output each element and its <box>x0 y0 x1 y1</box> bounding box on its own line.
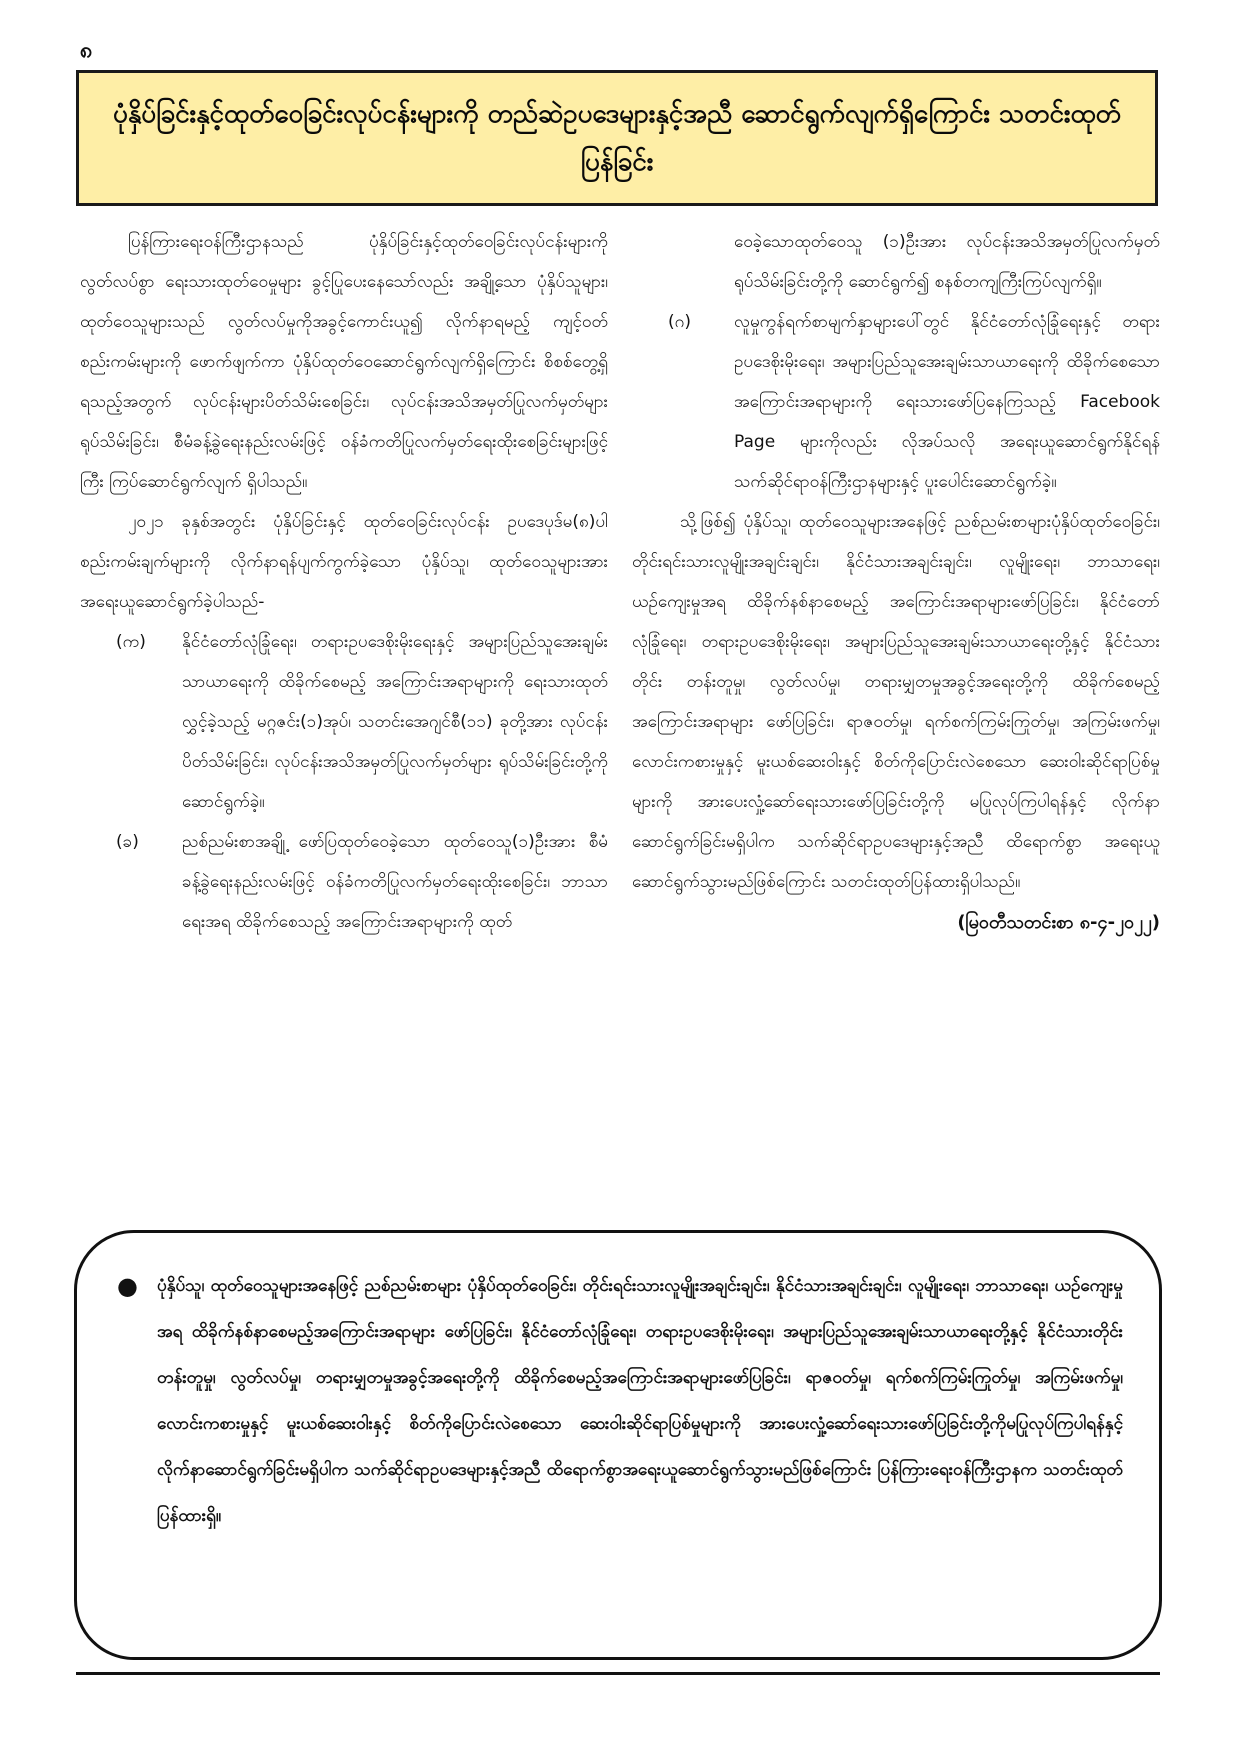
summary-text: ပုံနှိပ်သူ၊ ထုတ်ဝေသူများအနေဖြင့် ညစ်ညမ်းစာများ ပုံနှိပ်ထုတ်ဝေခြင်း၊ တိုင်းရင်းသားလူမျိုးအချင်းချင်း၊ နိုင်ငံသားအချင်းချင်း၊ လူမျိုးရေး၊ ဘာသာရေး၊ ယဉ်ကျေးမှုအရ ထိခိုက်နစ်နာစေမည့်အကြောင်းအရာများ ဖော်ပြခြင်း၊ နိုင်ငံတော်လုံခြုံရေး၊ တရားဥပဒေစိုးမိုးရေး၊ အများပြည်သူအေးချမ်းသာယာရေးတို့နှင့် နိုင်ငံသားတိုင်း တန်းတူမှု၊ လွတ်လပ်မှု၊ တရားမျှတမှုအခွင့်အရေးတို့ကို ထိခိုက်စေမည့်အကြောင်းအရာများဖော်ပြခြင်း၊ ရာဇဝတ်မှု၊ ရက်စက်ကြမ်းကြုတ်မှု၊ အကြမ်းဖက်မှု၊ လောင်းကစားမှုနှင့် မူးယစ်ဆေးဝါးနှင့် စိတ်ကိုပြောင်းလဲစေသော ဆေးဝါးဆိုင်ရာပြစ်မှုများကို အားပေးလှုံ့ဆော်ရေးသားဖော်ပြခြင်းတို့ကိုမပြုလုပ်ကြပါရန်နှင့် လိုက်နာဆောင်ရွက်ခြင်းမရှိပါက သက်ဆိုင်ရာဥပဒေများနှင့်အညီ ထိရောက်စွာအရေးယူဆောင်ရွက်သွားမည်ဖြစ်ကြောင်း ပြန်ကြားရေးဝန်ကြီးဌာနက သတင်းထုတ်ပြန်ထားရှိ။ <box>157 1276 1123 1526</box>
bottom-divider <box>76 1672 1160 1675</box>
list-item-marker: (က) <box>116 632 146 652</box>
list-item <box>80 822 608 942</box>
list-item-text: နိုင်ငံတော်လုံခြုံရေး၊ တရားဥပဒေစိုးမိုးရေးနှင့် အများပြည်သူအေးချမ်းသာယာရေးကို ထိခိုက်စေမည့် အကြောင်းအရာများကို ရေးသားထုတ်လွှင့်ခဲ့သည့် မဂ္ဂဇင်း(၁)အုပ်၊ သတင်းအေဂျင်စီ(၁၁) ခုတို့အား လုပ်ငန်းပိတ်သိမ်းခြင်း၊ လုပ်ငန်းအသိအမှတ်ပြုလက်မှတ်များ ရုပ်သိမ်းခြင်းတို့ကို ဆောင်ရွက်ခဲ့။ <box>182 632 608 812</box>
page-number: ၈ <box>80 38 93 63</box>
actions-paragraph: ၂၀၂၁ ခုနှစ်အတွင်း ပုံနှိပ်ခြင်းနှင့် ထုတ်ဝေခြင်းလုပ်ငန်း ဥပဒေပုဒ်မ(၈)ပါ စည်းကမ်းချက်များကို လိုက်နာရန်ပျက်ကွက်ခဲ့သော ပုံနှိပ်သူ၊ ထုတ်ဝေသူများအား အရေးယူဆောင်ရွက်ခဲ့ပါသည်- <box>80 512 608 612</box>
bullet-icon: ● <box>117 1272 138 1300</box>
article-body <box>80 222 1160 1212</box>
source-citation: (မြဝတီသတင်းစာ ၈-၄-၂၀၂၂) <box>957 912 1160 933</box>
summary-box <box>74 1230 1162 1660</box>
list-item-continuation: ဝေခဲ့သောထုတ်ဝေသူ (၁)ဦးအား လုပ်ငန်းအသိအမှတ်ပြုလက်မှတ်ရုပ်သိမ်းခြင်းတို့ကို ဆောင်ရွက်၍ စနစ်တကျကြီးကြပ်လျက်ရှိ။ <box>734 232 1160 292</box>
page-title: ပုံနှိပ်ခြင်းနှင့်ထုတ်ဝေခြင်းလုပ်ငန်းများကို တည်ဆဲဥပဒေများနှင့်အညီ ဆောင်ရွက်လျက်ရှိကြောင်း သတင်းထုတ်ပြန်ခြင်း <box>113 99 1121 177</box>
title-banner <box>76 70 1158 206</box>
list-item-marker: (ခ) <box>116 832 139 852</box>
left-column <box>80 222 608 1212</box>
summary-item <box>117 1263 1123 1539</box>
intro-paragraph: ပြန်ကြားရေးဝန်ကြီးဌာနသည် ပုံနှိပ်ခြင်းနှင့်ထုတ်ဝေခြင်းလုပ်ငန်းများကို လွတ်လပ်စွာ ရေးသားထုတ်ဝေမှုများ ခွင့်ပြုပေးနေသော်လည်း အချို့သော ပုံနှိပ်သူများ၊ ထုတ်ဝေသူများသည် လွတ်လပ်မှုကိုအခွင့်ကောင်းယူ၍ လိုက်နာရမည့် ကျင့်ဝတ်စည်းကမ်းများကို ဖောက်ဖျက်ကာ ပုံနှိပ်ထုတ်ဝေဆောင်ရွက်လျက်ရှိကြောင်း စိစစ်တွေ့ရှိရသည့်အတွက် လုပ်ငန်းများပိတ်သိမ်းစေခြင်း၊ လုပ်ငန်းအသိအမှတ်ပြုလက်မှတ်များရုပ်သိမ်းခြင်း၊ စီမံခန့်ခွဲရေးနည်းလမ်းဖြင့် ဝန်ခံကတိပြုလက်မှတ်ရေးထိုးစေခြင်းများဖြင့် ကြီး ကြပ်ဆောင်ရွက်လျက် ရှိပါသည်။ <box>80 232 608 492</box>
list-item-text: ညစ်ညမ်းစာအချို့ ဖော်ပြထုတ်ဝေခဲ့သော ထုတ်ဝေသူ(၁)ဦးအား စီမံခန့်ခွဲရေးနည်းလမ်းဖြင့် ဝန်ခံကတိပြုလက်မှတ်ရေးထိုးစေခြင်း၊ ဘာသာရေးအရ ထိခိုက်စေသည့် အကြောင်းအရာများကို ထုတ် <box>182 832 608 932</box>
list-item-marker: (ဂ) <box>668 312 691 332</box>
list-item <box>80 622 608 822</box>
right-column <box>632 222 1160 1212</box>
conclusion-paragraph: သို့ဖြစ်၍ ပုံနှိပ်သူ၊ ထုတ်ဝေသူများအနေဖြင့် ညစ်ညမ်းစာများပုံနှိပ်ထုတ်ဝေခြင်း၊ တိုင်းရင်းသားလူမျိုးအချင်းချင်း၊ နိုင်ငံသားအချင်းချင်း၊ လူမျိုးရေး၊ ဘာသာရေး၊ ယဉ်ကျေးမှုအရ ထိခိုက်နစ်နာစေမည့် အကြောင်းအရာများဖော်ပြခြင်း၊ နိုင်ငံတော်လုံခြုံရေး၊ တရားဥပဒေစိုးမိုးရေး၊ အများပြည်သူအေးချမ်းသာယာရေးတို့နှင့် နိုင်ငံသားတိုင်း တန်းတူမှု၊ လွတ်လပ်မှု၊ တရားမျှတမှုအခွင့်အရေးတို့ကို ထိခိုက်စေမည့် အကြောင်းအရာများ ဖော်ပြခြင်း၊ ရာဇဝတ်မှု၊ ရက်စက်ကြမ်းကြုတ်မှု၊ အကြမ်းဖက်မှု၊ လောင်းကစားမှုနှင့် မူးယစ်ဆေးဝါးနှင့် စိတ်ကိုပြောင်းလဲစေသော ဆေးဝါးဆိုင်ရာပြစ်မှုများကို အားပေးလှုံ့ဆော်ရေးသားဖော်ပြခြင်းတို့ကို မပြုလုပ်ကြပါရန်နှင့် လိုက်နာဆောင်ရွက်ခြင်းမရှိပါက သက်ဆိုင်ရာဥပဒေများနှင့်အညီ ထိရောက်စွာ အရေးယူဆောင်ရွက်သွားမည်ဖြစ်ကြောင်း သတင်းထုတ်ပြန်ထားရှိပါသည်။ <box>632 512 1160 892</box>
list-item-text: လူမှုကွန်ရက်စာမျက်နှာများပေါ်တွင် နိုင်ငံတော်လုံခြုံရေးနှင့် တရားဥပဒေစိုးမိုးရေး၊ အများပြည်သူအေးချမ်းသာယာရေးကို ထိခိုက်စေသောအကြောင်းအရာများကို ရေးသားဖော်ပြနေကြသည့် Facebook Page များကိုလည်း လိုအပ်သလို အရေးယူဆောင်ရွက်နိုင်ရန် သက်ဆိုင်ရာဝန်ကြီးဌာနများနှင့် ပူးပေါင်းဆောင်ရွက်ခဲ့။ <box>734 312 1160 492</box>
list-item <box>632 302 1160 502</box>
